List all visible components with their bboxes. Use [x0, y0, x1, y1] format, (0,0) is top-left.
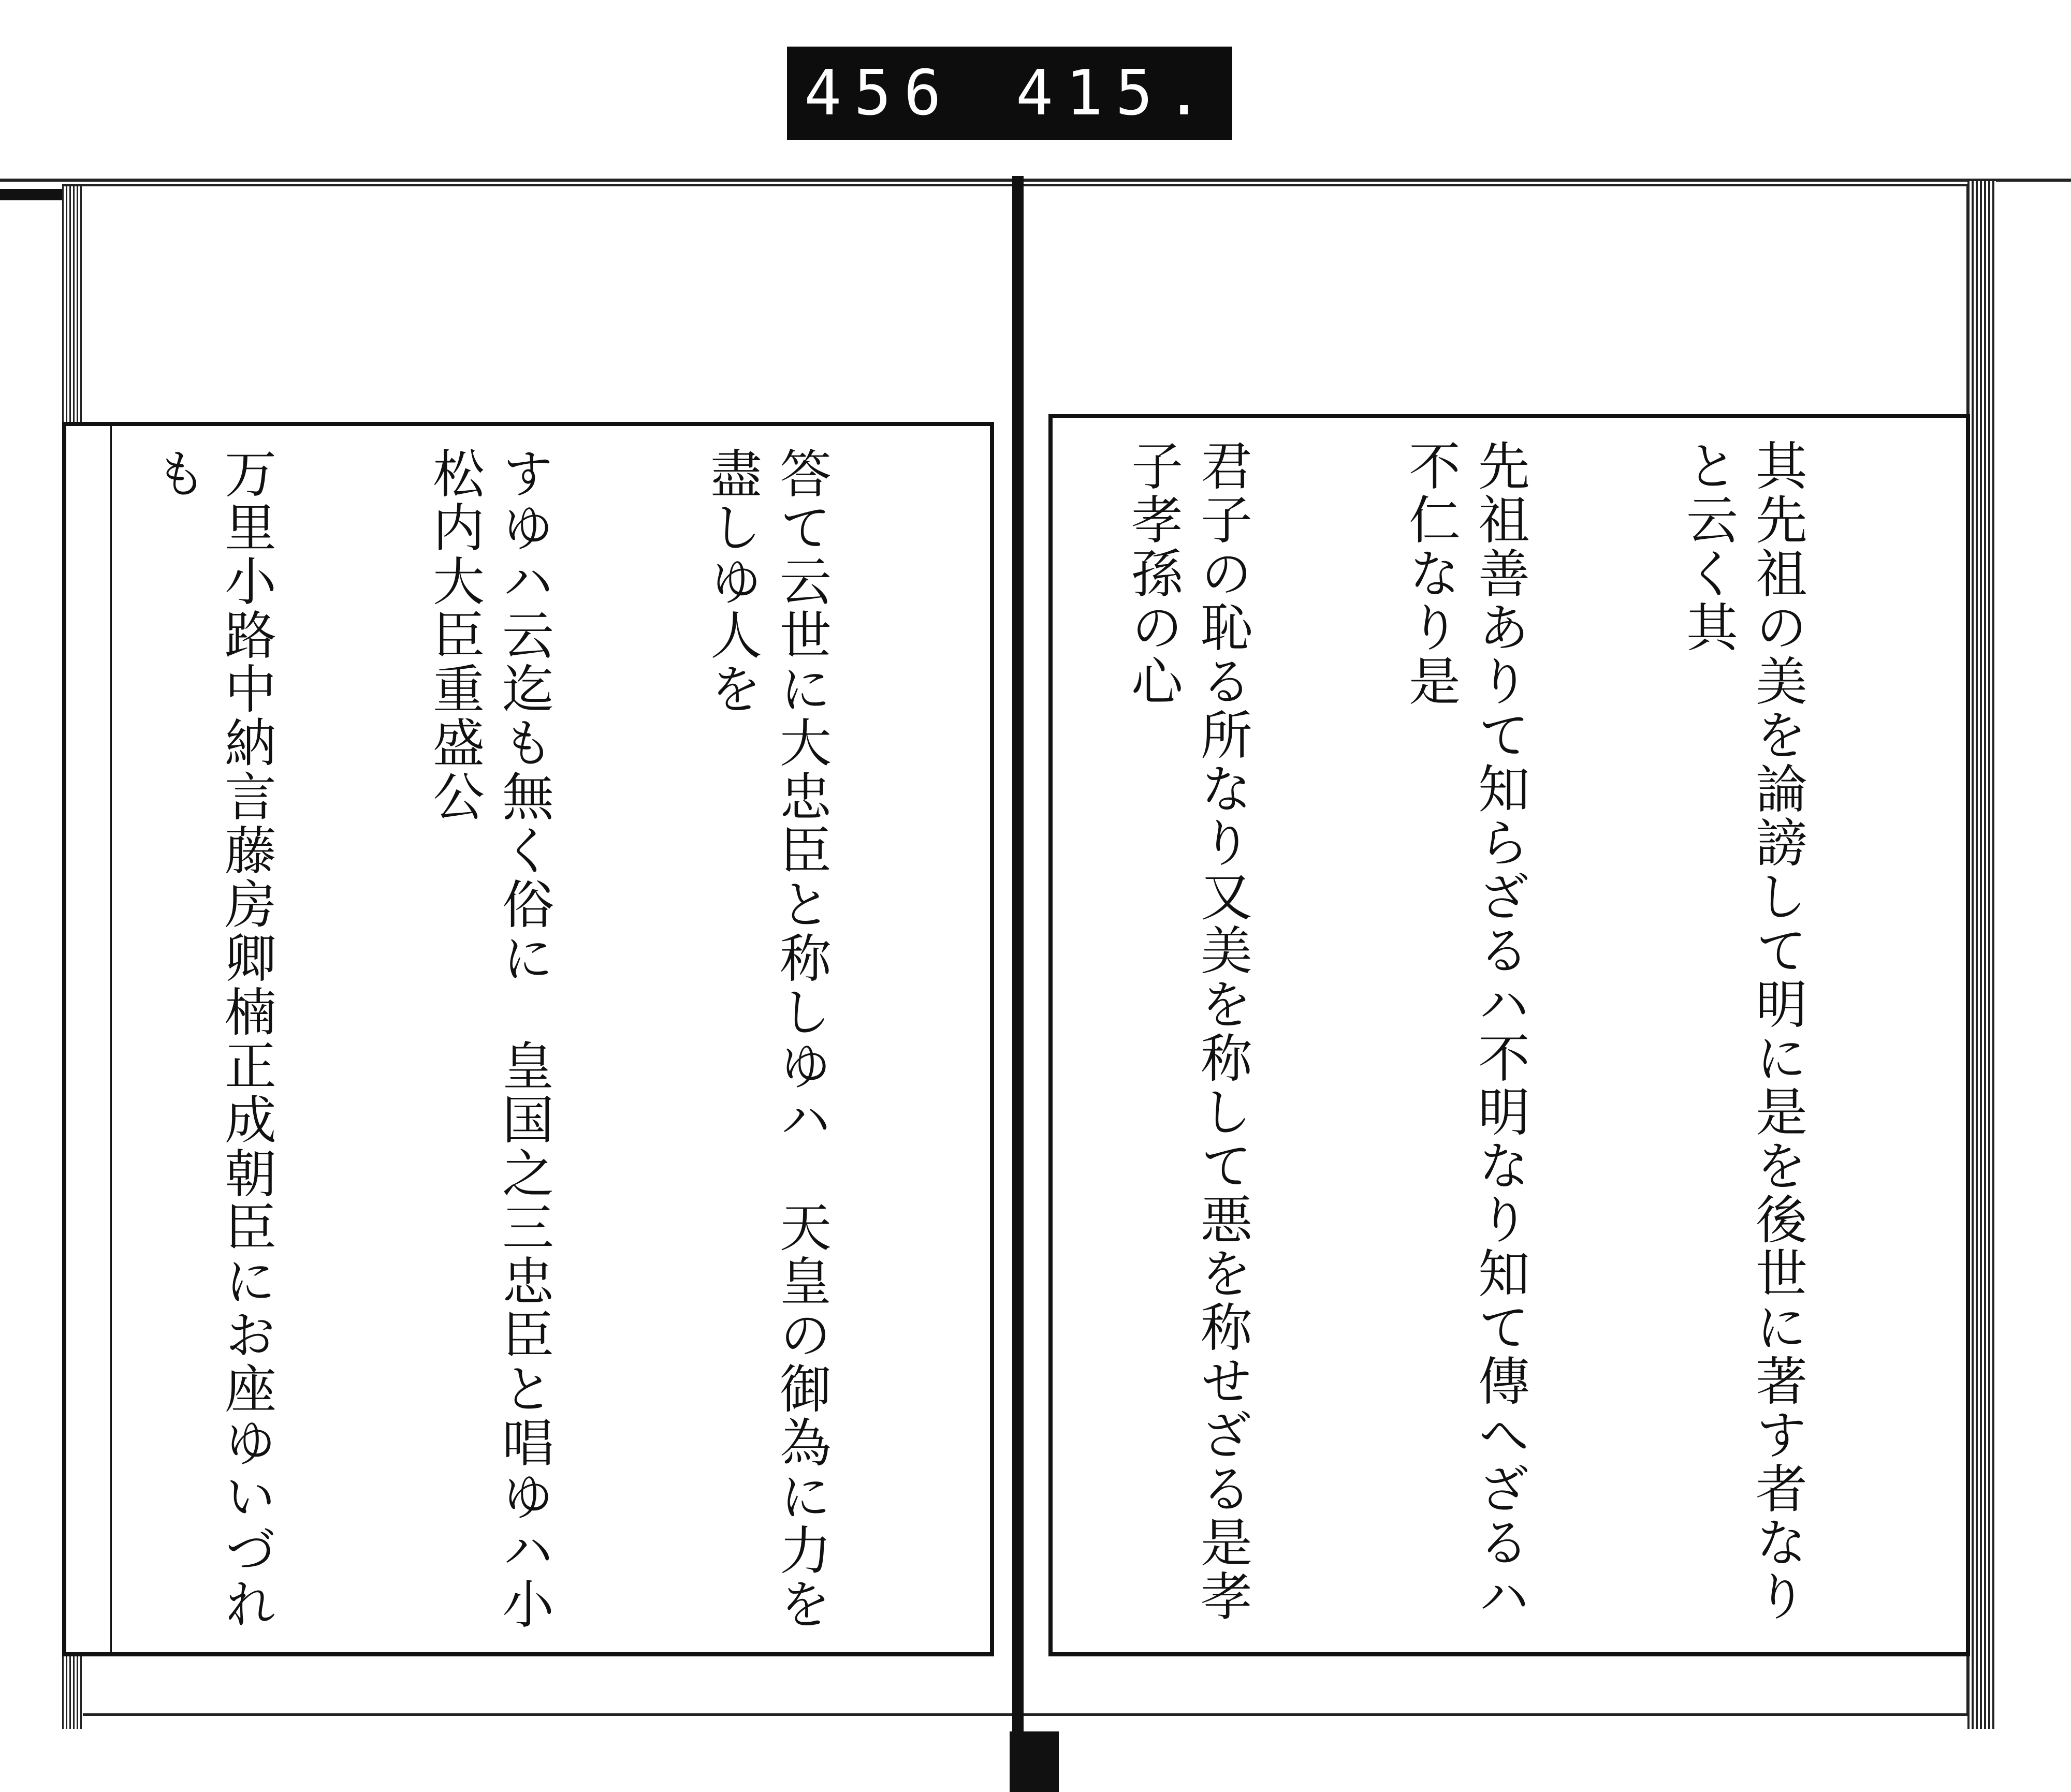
text-column: 君子の恥る所なり又美を称して悪を称せざる是孝子孝孫の心: [1122, 439, 1252, 1623]
left-text-columns: [123, 447, 974, 1632]
top-rule: [0, 179, 2071, 182]
call-number-right: 415.: [1015, 57, 1215, 129]
call-number-label: [787, 47, 1232, 140]
text-column: すゆハ云迄も無く俗に 皇国之三忠臣と唱ゆハ小松内大臣重盛公: [424, 447, 554, 1631]
right-text-columns: [1068, 439, 1950, 1632]
call-number-left: 456: [804, 57, 954, 129]
text-column: 先祖善ありて知らざるハ不明なり知て傳へざるハ不仁なり是: [1400, 439, 1530, 1623]
book-spine-foot: [1010, 1731, 1059, 1792]
book-spine: [1012, 176, 1024, 1734]
text-column: 其先祖の美を論謗して明に是を後世に著す者なりと云く其: [1678, 439, 1807, 1623]
right-text-frame: [1048, 414, 1970, 1656]
left-text-frame: [62, 422, 994, 1656]
inner-rule: [110, 426, 112, 1652]
text-column: 答て云世に大忠臣と称しゆハ 天皇の御為に力を盡しゆ人を: [702, 447, 832, 1631]
right-page-edge: [1967, 181, 1996, 1729]
text-column: 万里小路中納言藤房卿楠正成朝臣にお座ゆいづれも: [147, 447, 276, 1631]
